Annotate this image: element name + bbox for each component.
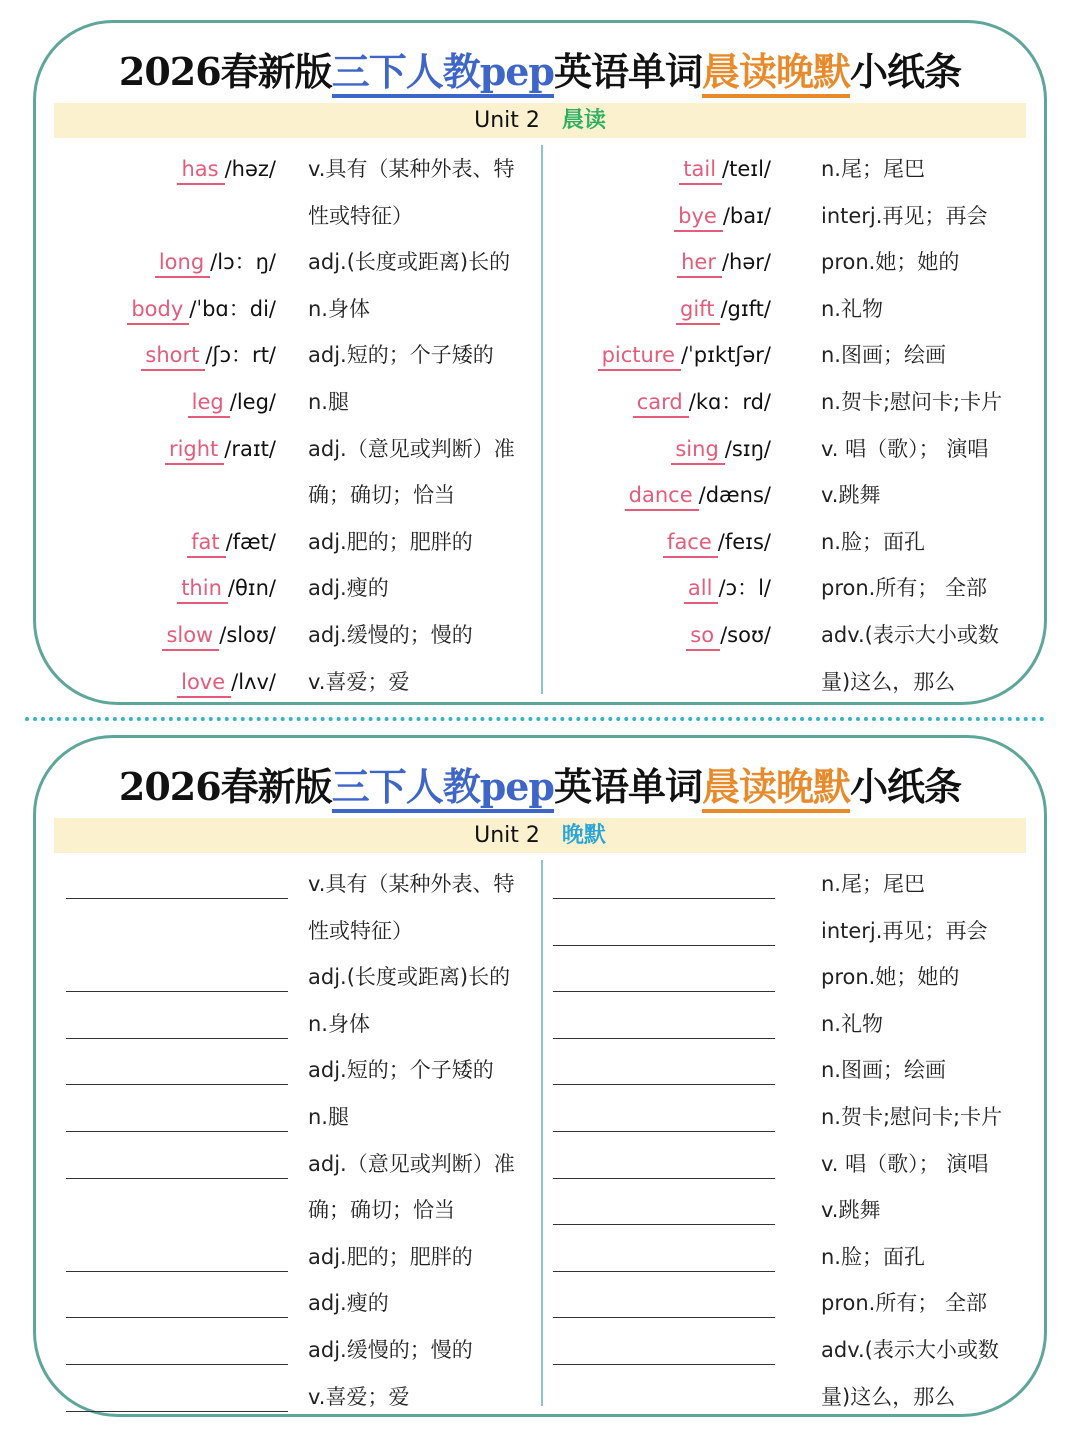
answer-blank[interactable]: [66, 1131, 288, 1132]
answer-blank[interactable]: [553, 1224, 775, 1225]
word-entry: [36, 380, 771, 424]
word-group: [677, 240, 771, 284]
chinese-meaning: n.身体: [308, 1011, 370, 1036]
chinese-meaning: adj.(长度或距离)长的: [308, 965, 511, 990]
chinese-meaning: n.脸；面孔: [821, 1244, 925, 1269]
word-group: [633, 380, 771, 424]
phonetic: /fæt/: [225, 529, 276, 554]
english-word: face: [663, 528, 718, 558]
english-word: all: [684, 574, 719, 604]
english-word: leg: [188, 388, 230, 418]
answer-blank[interactable]: [66, 1178, 288, 1179]
word-entry: [36, 613, 771, 657]
chinese-meaning: v.具有（某种外表、特: [308, 157, 515, 181]
phonetic: /raɪt/: [224, 436, 276, 461]
word-entry: [36, 473, 771, 517]
chinese-meaning: n.尾；尾巴: [821, 872, 925, 896]
answer-blank[interactable]: [553, 1131, 775, 1132]
word-group: [674, 194, 771, 238]
chinese-meaning: v.喜爱；爱: [308, 669, 410, 694]
english-word: card: [633, 388, 689, 418]
answer-blank[interactable]: [553, 898, 775, 899]
chinese-meaning: pron.她；她的: [821, 250, 960, 275]
card-title: 2026春新版三下人教pep英语单词晨读晚默小纸条: [36, 756, 1044, 811]
answer-blank[interactable]: [66, 991, 288, 992]
english-word: right: [165, 435, 224, 465]
phonetic: /leg/: [229, 390, 276, 414]
chinese-meaning: adj.肥的；肥胖的: [308, 529, 473, 554]
word-entry: [36, 194, 771, 238]
chinese-meaning: interj.再见；再会: [821, 918, 988, 943]
word-group: [686, 613, 771, 657]
chinese-meaning: adv.(表示大小或数: [821, 623, 999, 647]
morning-card: [33, 20, 1047, 705]
word-entry: [36, 520, 771, 564]
chinese-meaning: n.贺卡;慰问卡;卡片: [821, 390, 1003, 414]
word-entry: [36, 566, 771, 610]
answer-blank[interactable]: [66, 1317, 288, 1318]
english-word: love: [177, 668, 231, 698]
chinese-meaning: adv.(表示大小或数: [821, 1338, 999, 1362]
english-word: tail: [679, 155, 722, 185]
english-word: dance: [625, 481, 699, 511]
phonetic: /hər/: [721, 250, 771, 275]
chinese-meaning: 确；确切；恰当: [308, 1198, 455, 1223]
answer-blank[interactable]: [66, 1364, 288, 1365]
phonetic: /ɔ：l/: [718, 576, 771, 601]
phonetic: /sɪŋ/: [724, 436, 771, 461]
chinese-meaning: adj.缓慢的；慢的: [308, 623, 473, 647]
answer-blank[interactable]: [553, 1178, 775, 1179]
english-word: long: [155, 248, 210, 278]
chinese-meaning: adj.瘦的: [308, 576, 389, 601]
answer-blank[interactable]: [66, 1271, 288, 1272]
word-group: [177, 660, 276, 704]
phonetic: /dæns/: [698, 483, 771, 508]
answer-blank[interactable]: [553, 945, 775, 946]
phonetic: /soʊ/: [720, 623, 771, 647]
chinese-meaning: n.身体: [308, 296, 370, 321]
answer-blank[interactable]: [553, 991, 775, 992]
chinese-meaning: v.喜爱；爱: [308, 1384, 410, 1409]
answer-blank[interactable]: [553, 1038, 775, 1039]
chinese-meaning: n.贺卡;慰问卡;卡片: [821, 1105, 1003, 1129]
word-entry: [36, 660, 276, 704]
english-word: gift: [676, 295, 720, 325]
chinese-meaning: n.礼物: [821, 1011, 883, 1036]
english-word: picture: [598, 341, 681, 371]
english-word: her: [677, 248, 722, 278]
phonetic: /teɪl/: [722, 157, 771, 181]
phonetic: /ˈbɑ：di/: [189, 296, 276, 321]
chinese-meaning: n.图画；绘画: [821, 343, 946, 368]
chinese-meaning: v.跳舞: [821, 483, 881, 508]
chinese-meaning: v. 唱（歌）； 演唱: [821, 1151, 989, 1176]
unit-label: Unit 2: [474, 108, 540, 133]
evening-card: [33, 735, 1047, 1417]
unit-label: Unit 2: [474, 823, 540, 848]
chinese-meaning: n.尾；尾巴: [821, 157, 925, 181]
word-entry: [36, 240, 771, 284]
word-group: [663, 520, 771, 564]
chinese-meaning: pron.所有； 全部: [821, 576, 988, 601]
english-word: short: [141, 341, 205, 371]
answer-blank[interactable]: [553, 1317, 775, 1318]
word-group: [676, 287, 771, 331]
chinese-meaning: v.具有（某种外表、特: [308, 872, 515, 896]
word-entry: [36, 333, 771, 377]
answer-blank[interactable]: [66, 1038, 288, 1039]
column-divider: [541, 860, 543, 1406]
chinese-meaning: 量)这么，那么: [821, 669, 956, 694]
chinese-meaning: 性或特征）: [308, 203, 413, 228]
cut-line: [25, 717, 1045, 721]
phonetic: /baɪ/: [722, 203, 771, 228]
chinese-meaning: adj.（意见或判断）准: [308, 1151, 515, 1176]
card-title: 2026春新版三下人教pep英语单词晨读晚默小纸条: [36, 41, 1044, 96]
english-word: body: [127, 295, 189, 325]
answer-blank[interactable]: [553, 1364, 775, 1365]
phonetic: /ʃɔ：rt/: [205, 343, 276, 368]
english-word: fat: [187, 528, 226, 558]
chinese-meaning: n.腿: [308, 390, 349, 414]
chinese-meaning: n.礼物: [821, 296, 883, 321]
chinese-meaning: 确；确切；恰当: [308, 483, 455, 508]
chinese-meaning: adj.肥的；肥胖的: [308, 1244, 473, 1269]
word-group: [625, 473, 771, 517]
chinese-meaning: n.图画；绘画: [821, 1058, 946, 1083]
phonetic: /θɪn/: [227, 576, 276, 601]
answer-blank[interactable]: [553, 1084, 775, 1085]
word-group: [684, 566, 771, 610]
chinese-meaning: pron.她；她的: [821, 965, 960, 990]
chinese-meaning: pron.所有； 全部: [821, 1291, 988, 1316]
phonetic: /feɪs/: [717, 529, 771, 554]
chinese-meaning: adj.(长度或距离)长的: [308, 250, 511, 275]
answer-blank[interactable]: [66, 898, 288, 899]
chinese-meaning: adj.缓慢的；慢的: [308, 1338, 473, 1362]
chinese-meaning: adj.短的；个子矮的: [308, 1058, 494, 1083]
chinese-meaning: adj.瘦的: [308, 1291, 389, 1316]
phonetic: /lʌv/: [231, 669, 276, 694]
phonetic: /gɪft/: [720, 296, 771, 321]
answer-blank[interactable]: [66, 1411, 288, 1412]
english-word: so: [686, 621, 720, 651]
english-word: has: [177, 155, 224, 185]
word-entry: [36, 427, 771, 471]
chinese-meaning: 量)这么，那么: [821, 1384, 956, 1409]
word-group: [679, 147, 771, 191]
phonetic: /sloʊ/: [219, 623, 276, 647]
unit-band: [54, 103, 1026, 138]
chinese-meaning: adj.短的；个子矮的: [308, 343, 494, 368]
chinese-meaning: v.跳舞: [821, 1198, 881, 1223]
phonetic: /həz/: [224, 157, 276, 181]
english-word: sing: [671, 435, 724, 465]
english-word: bye: [674, 202, 723, 232]
english-word: thin: [177, 574, 228, 604]
answer-blank[interactable]: [553, 1271, 775, 1272]
phonetic: /kɑ：rd/: [688, 390, 771, 414]
chinese-meaning: v. 唱（歌）； 演唱: [821, 436, 989, 461]
phonetic: /ˈpɪktʃər/: [680, 343, 771, 368]
english-word: slow: [162, 621, 219, 651]
chinese-meaning: n.腿: [308, 1105, 349, 1129]
mode-label: 晚默: [561, 823, 606, 848]
answer-blank[interactable]: [66, 1084, 288, 1085]
word-entry: [36, 147, 771, 191]
phonetic: /lɔ：ŋ/: [210, 250, 276, 275]
unit-band: [54, 818, 1026, 853]
chinese-meaning: adj.（意见或判断）准: [308, 436, 515, 461]
word-group: [671, 427, 771, 471]
mode-label: 晨读: [561, 108, 606, 133]
word-entry: [36, 287, 771, 331]
word-group: [598, 333, 771, 377]
chinese-meaning: 性或特征）: [308, 918, 413, 943]
chinese-meaning: interj.再见；再会: [821, 203, 988, 228]
chinese-meaning: n.脸；面孔: [821, 529, 925, 554]
